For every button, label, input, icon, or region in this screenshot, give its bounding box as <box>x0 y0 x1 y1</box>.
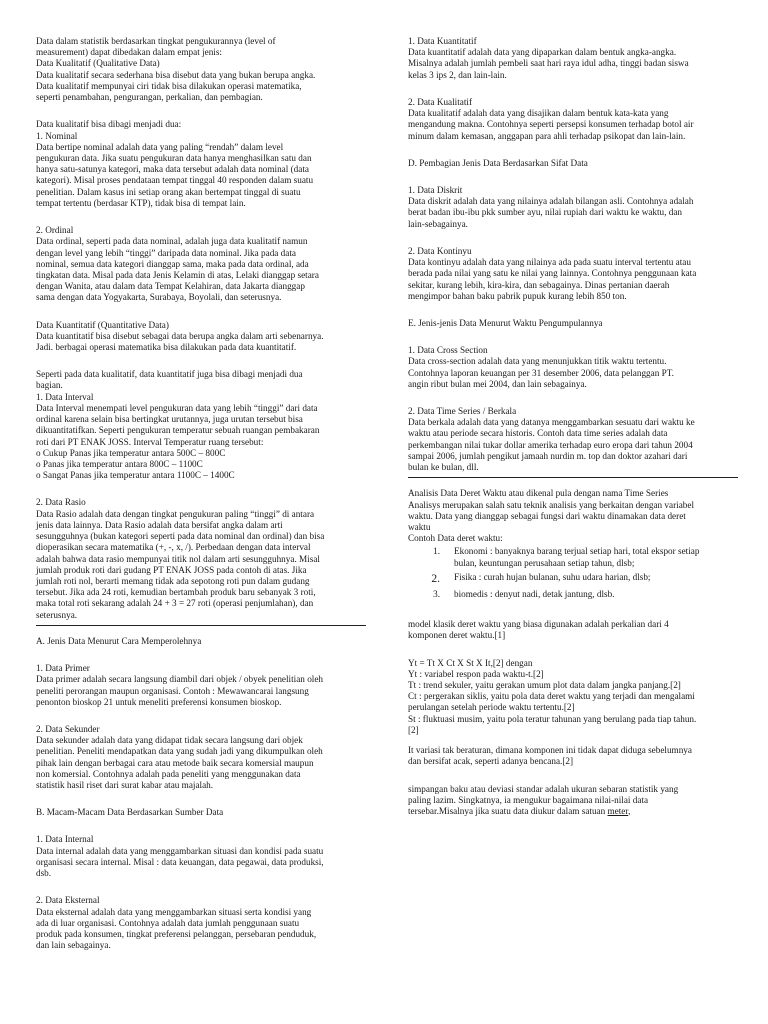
meter-link[interactable]: meter <box>607 805 629 816</box>
internal-section: 1. Data Internal Data internal adalah data yang menggambarkan situasi dan kondisi pada suatu organisasi secara internal. Misal : data keuangan, data pegawai, data produksi, dsb. <box>36 834 324 879</box>
rasio-section: 2. Data Rasio Data Rasio adalah data dengan tingkat pengukuran paling “tinggi” di antara jenis data lainnya. Data Rasio adalah data bersifat angka dalam arti sesungguhnya (bukan kategori seperti pada data nominal dan ordinal) dan bisa dioperasikan secara matematika (+, -, x, /). Perbedaan dengan data interval adalah bahwa data rasio mempunyai titik nol dalam arti sesungguhnya. Misal jumlah produk roti dari gudang PT ENAK JOSS pada contoh di atas. Jika jumlah roti nol, berarti memang tidak ada sepotong roti pun dalam gudang tersebut. Jika ada 24 roti, kemudian bertambah produk baru sebanyak 3 roti, maka total roti sekarang adalah 24 + 3 = 27 roti (operasi penjumlahan), dan seterusnya. <box>36 497 325 620</box>
primer-section: 1. Data Primer Data primer adalah secara langsung diambil dari objek / obyek penelitian oleh peneliti perorangan maupun organisasi. Contoh : Mewawancarai langsung penonton bioskop 21 untuk meneliti preferensi konsumen bioskop. <box>36 663 324 707</box>
ordinal-section: 2. Ordinal Data ordinal, seperti pada data nominal, adalah juga data kualitatif namun dengan level yang lebih “tinggi” daripada data nominal. Jika pada data nominal, semua data kategori dianggap sama, maka pada data ordinal, ada tingkatan data. Misal pada data Jenis Kelamin di atas, Lelaki dianggap setara dengan Wanita, atau dalam data Tempat Kelahiran, data Jakarta dianggap sama dengan data Yogyakarta, Surabaya, Boyolali, dan seterusnya. <box>36 225 319 303</box>
simpangan-paragraph <box>408 784 738 818</box>
list-number: 3. <box>433 588 440 599</box>
section-d-heading: D. Pembagian Jenis Data Berdasarkan Sifat Data <box>408 157 588 168</box>
section-a-heading: A. Jenis Data Menurut Cara Memperolehnya <box>36 635 202 646</box>
eksternal-section: 2. Data Eksternal Data eksternal adalah data yang menggambarkan situasi serta kondisi yang ada di luar organisasi. Contohnya adalah data jumlah penggunaan suatu produk pada konsumen, tingkat preferensi pelanggan, persebaran penduduk, dan lain sebagainya. <box>36 895 317 951</box>
list-item <box>408 589 738 600</box>
kontinyu-section: 2. Data Kontinyu Data kontinyu adalah data yang nilainya ada pada suatu interval tertentu atau berada pada nilai yang satu ke nilai yang lainnya. Contohnya penggunaan kata sekitar, kurang lebih, kira-kira, dan sebagainya. Dinas pertanian daerah mengimpor bahan baku pabrik pupuk kurang lebih 850 ton. <box>408 245 697 301</box>
nominal-section: Data kualitatif bisa dibagi menjadi dua: 1. Nominal Data bertipe nominal adalah data yang paling “rendah” dalam level pengukuran data. Jika suatu pengukuran data hanya menghasilkan satu dan hanya satu-satunya kategori, maka data tersebut adalah data nominal (data kategori). Misal proses pendataan tempat tinggal 40 responden dalam suatu penelitian. Dalam kasus ini setiap orang akan bertempat tinggal di suatu tempat tertentu (berdasar KTP), tidak bisa di tempat lain. <box>36 119 314 208</box>
time-series-paragraph: 2. Data Time Series / Berkala Data berkala adalah data yang datanya menggambarkan sesuatu dari waktu ke waktu atau periode secara historis. Contoh data time series adalah data perkembangan nilai tukar dollar amerika terhadap euro eropa dari tahun 2004 sampai 2006, jumlah pengikut jamaah nurdin m. top dan doktor azahari dari bulan ke bulan, dll. <box>408 406 695 473</box>
irregular-paragraph: It variasi tak beraturan, dimana komponen ini tidak dapat diduga sebelumnya dan bersifat acak, seperti adanya bencana.[2] <box>408 745 692 767</box>
list-text: Fisika : curah hujan bulanan, suhu udara harian, dlsb; <box>454 571 651 582</box>
section-b-heading: B. Macam-Macam Data Berdasarkan Sumber Data <box>36 807 224 818</box>
list-number: 2. <box>431 572 440 585</box>
sekunder-section: 2. Data Sekunder Data sekunder adalah data yang didapat tidak secara langsung dari objek penelitian. Peneliti mendapatkan data yang sudah jadi yang dikumpulkan oleh pihak lain dengan berbagai cara atau metode baik secara komersial maupun non komersial. Contohnya adalah pada peneliti yang menggunakan data statistik hasil riset dari surat kabar atau majalah. <box>36 723 323 791</box>
kuantitatif-section: Data Kuantitatif (Quantitative Data) Data kuantitatif bisa disebut sebagai data berupa angka dalam arti sebenarnya. Jadi. berbagai operasi matematika bisa dilakukan pada data kuantitatif. <box>36 319 324 353</box>
list-text: Ekonomi : banyaknya barang terjual setiap hari, total ekspor setiap bulan, keuntungan perusahaan setiap tahun, dlsb; <box>454 546 700 568</box>
cross-section-paragraph: 1. Data Cross Section Data cross-section adalah data yang menunjukkan titik waktu tertentu. Contohnya laporan keuangan per 31 desember 2006, data pelanggan PT. angin ribut bulan mei 2004, dan lain sebagainya. <box>408 345 674 389</box>
section-divider <box>36 625 366 626</box>
intro-paragraph: Data dalam statistik berdasarkan tingkat pengukurannya (level of measurement) dapat dibedakan dalam empat jenis: Data Kualitatif (Qualitative Data) Data kualitatif secara sederhana bisa disebut data yang bukan berupa angka. Data kualitatif mempunyai ciri tidak bisa dilakukan operasi matematika, seperti penambahan, pengurangan, perkalian, dan pembagian. <box>36 36 316 103</box>
kuantitatif-definition: 1. Data Kuantitatif Data kuantitatif adalah data yang dipaparkan dalam bentuk angka-angka. Misalnya adalah jumlah pembeli saat hari raya idul adha, tinggi badan siswa kelas 3 ips 2, dan lain-lain. <box>408 36 689 80</box>
interval-section: Seperti pada data kualitatif, data kuantitatif juga bisa dibagi menjadi dua bagian. 1. Data Interval Data Interval menempati level pengukuran data yang lebih “tinggi” dari data ordinal karena selain bisa bertingkat urutannya, juga urutan tersebut bisa dikuantitatifkan. Seperti pengukuran temperatur sebuah ruangan pembakaran roti dari PT ENAK JOSS. Interval Temperatur ruang tersebut: o Cukup Panas jika temperatur antara 500C – 800C o Panas jika temperatur antara 800C – 1100C o Sangat Panas jika temperatur antara 1100C – 1400C <box>36 369 320 481</box>
simpangan-text: simpangan baku atau deviasi standar adalah ukuran sebaran statistik yang paling lazim. Singkatnya, ia mengukur bagaimana nilai-nilai data tersebar.Misalnya jika suatu data diukur dalam satuan <box>408 783 679 816</box>
section-e-heading: E. Jenis-jenis Data Menurut Waktu Pengumpulannya <box>408 317 603 328</box>
list-number: 1. <box>433 546 440 557</box>
diskrit-section: 1. Data Diskrit Data diskrit adalah data yang nilainya adalah bilangan asli. Contohnya adalah berat badan ibu-ibu pkk sumber ayu, nilai rupiah dari waktu ke waktu, dan lain-sebagainya. <box>408 184 694 229</box>
left-column <box>36 36 366 951</box>
deret-waktu-paragraph: Analisis Data Deret Waktu atau dikenal pula dengan nama Time Series Analisys merupakan salah satu teknik analisis yang berkaitan dengan variabel waktu. Data yang dianggap sebagai fungsi dari waktu dinamakan data deret waktu Contoh Data deret waktu: <box>408 488 694 544</box>
list-text: biomedis : denyut nadi, detak jantung, dlsb. <box>454 588 615 599</box>
list-item <box>408 572 738 586</box>
list-item <box>408 546 738 568</box>
example-list <box>408 546 738 600</box>
right-column <box>408 36 738 817</box>
simpangan-end: , <box>628 805 631 816</box>
model-klasik-paragraph: model klasik deret waktu yang biasa digunakan adalah perkalian dari 4 komponen deret waktu.[1] <box>408 619 669 641</box>
formula-block: Yt = Tt X Ct X St X It,[2] dengan Yt : variabel respon pada waktu-t.[2] Tt : trend sekuler, yaitu gerakan umum plot data dalam jangka panjang.[2] Ct : pergerakan siklis, yaitu pola data deret waktu yang terjadi dan mengalami perulangan setelah periode waktu tertentu.[2] St : fluktuasi musim, yaitu pola teratur tahunan yang berulang pada tiap tahun. [2] <box>408 657 697 735</box>
kualitatif-definition: 2. Data Kualitatif Data kualitatif adalah data yang disajikan dalam bentuk kata-kata yang mengandung makna. Contohnya seperti persepsi konsumen terhadap botol air minum dalam kemasan, anggapan para ahli terhadap psikopat dan lain-lain. <box>408 96 694 141</box>
section-divider <box>408 477 738 478</box>
